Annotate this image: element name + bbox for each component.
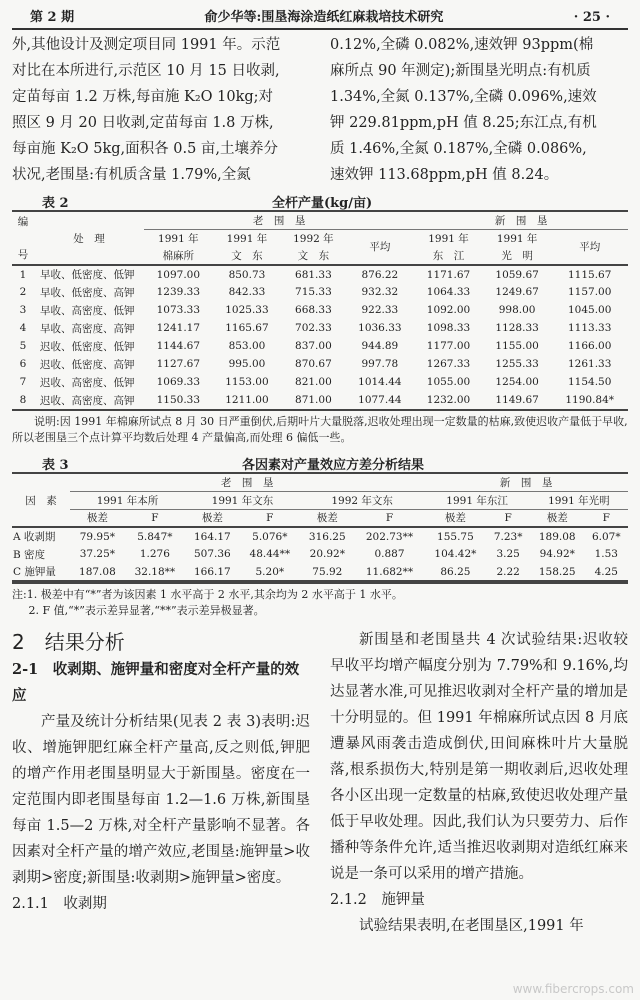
table-label: 表 2 (42, 195, 69, 211)
table-cell: 1025.33 (225, 304, 269, 316)
table-cell: 3.25 (496, 548, 520, 560)
table-cell: 1150.33 (156, 394, 201, 406)
table-note-2: 2. F 值,“*”表示差异显著,“**”表示差异极显著。 (28, 604, 265, 617)
column-header-year: 1991 年 (226, 232, 268, 245)
table-row (12, 527, 628, 545)
column-header-range: 极差 (546, 512, 568, 525)
table-row (12, 355, 628, 373)
table-cell: 842.33 (228, 286, 266, 298)
table-cell: 1165.67 (225, 322, 269, 334)
table-cell: 1055.00 (426, 376, 471, 388)
table-cell: 837.00 (295, 340, 332, 352)
column-header-year: 1991 年 (428, 232, 469, 245)
table-cell: 20.92* (309, 548, 345, 560)
page-number: · 25 · (573, 10, 610, 25)
table-cell: 997.78 (361, 358, 399, 370)
table-cell: 1232.00 (426, 394, 471, 406)
column-header-site: 1991 年本所 (70, 491, 185, 509)
table-cell: 1045.00 (568, 304, 612, 316)
table-cell: 155.75 (437, 530, 474, 543)
table-cell: 1255.33 (495, 358, 539, 370)
table-cell: 1092.00 (426, 304, 471, 316)
paragraph: 产量及统计分析结果(见表 2 表 3)表明:迟收、增施钾肥红麻全杆产量高,反之则低,钾肥的增产作用老围垦明显大于新围垦。密度在一定范围内即老围垦每亩 1.2—1.6 万株,新围垦每亩 1.5—2 万株,对全杆产量影响不显著。各因素对全杆产量的增产效应,老围垦:施钾量>收剥期>密度;新围垦:收剥期>施钾量>密度。 (12, 714, 310, 886)
column-header-site: 文 东 (297, 250, 330, 262)
column-header-year: 1991 年 (496, 232, 538, 245)
table-cell: 1127.67 (156, 358, 201, 370)
table-note: 说明:因 1991 年棉麻所试点 8 月 30 日严重倒伏,后期叶片大量脱落,迟收处理出现一定数量的枯麻,致使迟收产量低于早收,所以老围垦三个点计算平均数后处理 4 产量偏高,而处理 6 偏低一些。 (12, 409, 628, 446)
table-cell: C 施钾量 (13, 566, 56, 578)
table-cell: 871.00 (295, 394, 332, 406)
issue-number: 第 2 期 (30, 10, 75, 25)
table-cell: 104.42* (434, 548, 477, 560)
column-header-f: F (266, 511, 274, 524)
table-3 (12, 454, 628, 619)
table-cell: 995.00 (228, 358, 266, 370)
table-cell: 6 (19, 358, 27, 370)
table-cell: 1155.00 (495, 340, 539, 352)
text-line: 外,其他设计及测定项目同 1991 年。示范 (12, 37, 281, 53)
column-header-site: 1991 年东江 (424, 491, 530, 509)
table-cell: 1249.67 (495, 286, 539, 298)
column-header-site: 东 江 (432, 250, 465, 262)
header-no-bottom: 号 (17, 249, 29, 261)
table-cell: 166.17 (193, 565, 231, 578)
table-cell: 187.08 (79, 565, 116, 578)
header-treatment: 处 理 (73, 232, 105, 245)
text-line: 速效钾 113.68ppm,pH 值 8.24。 (330, 167, 559, 183)
column-header-range: 极差 (86, 512, 108, 525)
table-cell: 1211.00 (225, 394, 269, 406)
table-row (12, 283, 628, 301)
table-cell: 5 (19, 340, 27, 352)
text-line: 钾 229.81ppm,pH 值 8.25;东江点,有机 (330, 115, 597, 131)
table-cell: 1261.33 (568, 358, 612, 370)
table-cell: 8 (19, 394, 27, 406)
table-cell: 1036.33 (358, 322, 402, 334)
table-cell: 11.682** (365, 565, 414, 578)
column-header-range: 极差 (201, 512, 223, 525)
column-header-range: 极差 (316, 512, 338, 525)
table-cell: 1014.44 (358, 376, 402, 388)
table-label: 表 3 (42, 457, 69, 473)
table-cell: 850.73 (228, 268, 266, 281)
text-line: 质 1.46%,全氮 0.187%,全磷 0.086%, (330, 141, 587, 157)
paragraph: 新围垦和老围垦共 4 次试验结果:迟收较早收平均增产幅度分别为 7.79%和 9.16%,均达显著水准,可见推迟收剥对全杆产量的增加是十分明显的。但 1991 年棉麻所试点因 8 月底遭暴风雨袭击造成倒伏,田间麻株叶片大量脱落,根系损伤大,特别是第一期收剥后,迟收处理各小区出现一定数量的枯麻,致使迟收处理产量低于早收处理。因此,我们认为只要劳力、后作播种等条件允许,适当推迟收剥期对造纸红麻来说是一条可以采用的增产措施。 (330, 632, 628, 882)
table-row (12, 373, 628, 391)
column-header-site: 光 明 (501, 250, 533, 262)
table-cell: 189.08 (538, 530, 576, 543)
table-cell: 1171.67 (426, 268, 471, 281)
column-header-site: 1991 年文东 (185, 491, 300, 509)
table-cell: 1153.00 (225, 376, 269, 388)
table-cell: 4 (19, 322, 27, 334)
table-cell: 715.33 (295, 286, 332, 298)
text-line: 定苗每亩 1.2 万株,每亩施 K₂O 10kg;对 (12, 89, 274, 105)
table-cell: 1077.44 (358, 394, 402, 406)
table-cell: 1157.00 (568, 286, 612, 298)
table-row (12, 391, 628, 409)
table-cell: 5.847* (137, 530, 173, 543)
text-line: 0.12%,全磷 0.082%,速效钾 93ppm(棉 (330, 37, 594, 53)
table-cell: A 收剥期 (13, 531, 56, 543)
column-header-site: 棉麻所 (162, 250, 195, 262)
header-new-reclaim: 新 围 垦 (414, 211, 628, 229)
paragraph: 试验结果表明,在老围垦区,1991 年 (359, 918, 584, 934)
table-cell: 早收、高密度、高钾 (40, 322, 135, 335)
text-line: 麻所点 90 年测定);新围垦光明点:有机质 (330, 63, 591, 79)
table-cell: 1 (19, 268, 27, 281)
table-row (12, 563, 628, 581)
header-new-reclaim: 新 围 垦 (424, 473, 628, 491)
table-cell: 681.33 (295, 268, 332, 281)
column-header-f: F (602, 511, 610, 524)
text-line: 1.34%,全氮 0.137%,全磷 0.096%,速效 (330, 89, 597, 105)
table-cell: 202.73** (365, 530, 414, 543)
column-header-f: F (385, 511, 394, 524)
table-cell: 迟收、高密度、低钾 (40, 376, 135, 389)
table-cell: 48.44** (249, 548, 291, 560)
table-cell: 1166.00 (568, 340, 612, 352)
table-cell: 6.07* (591, 530, 621, 543)
header-old-reclaim: 老 围 垦 (144, 211, 414, 229)
table-row (12, 265, 628, 283)
table-row (12, 545, 628, 563)
table-cell: 1064.33 (426, 286, 471, 298)
table-cell: 158.25 (538, 565, 576, 578)
subsubsection-heading: 2.1.1 收剥期 (12, 896, 107, 912)
table-cell: 79.95* (79, 530, 116, 543)
table-cell: 1115.67 (568, 268, 612, 281)
table-row (12, 301, 628, 319)
table-cell: 1.53 (594, 548, 618, 560)
table-cell: 1098.33 (426, 322, 471, 334)
table-cell: 7.23* (493, 530, 523, 543)
running-header (12, 8, 628, 30)
table-row (12, 337, 628, 355)
column-header: 平均 (369, 241, 391, 254)
table-row (12, 319, 628, 337)
table-cell: 75.92 (312, 565, 343, 578)
table-cell: 1239.33 (156, 286, 201, 298)
section-heading: 2 结果分析 (12, 630, 125, 654)
table-cell: 1113.33 (568, 322, 612, 334)
column-header: 平均 (579, 241, 601, 254)
subsection-heading: 2-1 收剥期、施钾量和密度对全杆产量的效应 (12, 661, 300, 704)
table-cell: 5.20* (255, 565, 285, 578)
table-cell: 2.22 (496, 565, 520, 578)
table-cell: 32.18** (134, 565, 176, 578)
table-cell: 1059.67 (495, 268, 539, 281)
table-cell: 922.33 (361, 304, 399, 316)
table-cell: 1241.17 (156, 322, 201, 334)
table-cell: 1069.33 (156, 376, 201, 388)
table-cell: 316.25 (308, 530, 346, 543)
table-title: 各因素对产量效应方差分析结果 (242, 457, 425, 473)
table-cell: 迟收、低密度、低钾 (40, 340, 135, 353)
table-cell: 2 (19, 286, 27, 298)
top-right-column (330, 32, 628, 188)
table-cell: 821.00 (295, 376, 332, 388)
column-header-year: 1992 年 (293, 232, 334, 245)
column-header-site: 1992 年文东 (300, 491, 424, 509)
column-header-range: 极差 (444, 512, 466, 525)
table-cell: 1190.84* (565, 394, 615, 406)
table-cell: 944.89 (361, 340, 399, 352)
text-line: 每亩施 K₂O 5kg,面积各 0.5 亩,土壤养分 (12, 141, 279, 157)
table-cell: 1073.33 (156, 304, 201, 316)
table-cell: 1128.33 (495, 322, 539, 334)
table-cell: 迟收、低密度、高钾 (40, 358, 135, 371)
table-cell: 998.00 (498, 304, 536, 316)
table-cell: 0.887 (374, 548, 405, 560)
watermark: www.fibercrops.com (512, 982, 634, 996)
table-cell: 853.00 (228, 340, 266, 352)
table-cell: 86.25 (440, 565, 471, 578)
table-cell: 702.33 (295, 322, 332, 334)
running-title: 俞少华等:围垦海涂造纸红麻栽培技术研究 (204, 10, 444, 25)
table-cell: 94.92* (539, 548, 575, 560)
column-header-year: 1991 年 (158, 232, 199, 245)
table-2 (12, 192, 628, 446)
table-cell: B 密度 (13, 548, 46, 561)
table-cell: 1254.00 (495, 376, 539, 388)
table-note-1: 注:1. 极差中有“*”者为该因素 1 水平高于 2 水平,其余均为 2 水平高于 1 水平。 (12, 588, 403, 601)
table-cell: 迟收、高密度、高钾 (40, 394, 135, 407)
table-cell: 932.32 (361, 286, 399, 298)
column-header-f: F (151, 511, 159, 524)
table-cell: 668.33 (295, 304, 332, 316)
table-cell: 1267.33 (426, 358, 471, 370)
header-no-top: 编 (17, 216, 29, 228)
table-cell: 1154.50 (568, 376, 612, 388)
column-header-f: F (504, 511, 512, 524)
table-cell: 5.076* (252, 530, 288, 543)
subsubsection-heading: 2.1.2 施钾量 (330, 892, 425, 908)
table-cell: 507.36 (193, 548, 231, 560)
table-cell: 早收、高密度、低钾 (40, 304, 135, 317)
table-cell: 早收、低密度、高钾 (40, 286, 135, 299)
text-line: 照区 9 月 20 日收剥,定苗每亩 1.8 万株, (12, 115, 274, 131)
table-cell: 1144.67 (156, 340, 201, 352)
table-cell: 7 (19, 376, 27, 388)
table-title: 全杆产量(kg/亩) (272, 195, 373, 211)
table-cell: 164.17 (193, 530, 231, 543)
table-cell: 1177.00 (426, 340, 471, 352)
table-cell: 37.25* (79, 548, 116, 560)
column-header-site: 文 东 (231, 250, 263, 262)
table-cell: 1149.67 (495, 394, 539, 406)
table-cell: 早收、低密度、低钾 (40, 269, 135, 281)
column-header-site: 1991 年光明 (530, 491, 628, 509)
table-cell: 1.276 (139, 548, 170, 560)
text-line: 状况,老围垦:有机质含量 1.79%,全氮 (12, 167, 251, 183)
table-cell: 3 (19, 304, 27, 316)
table-cell: 4.25 (594, 565, 618, 578)
table-cell: 1097.00 (156, 268, 201, 281)
table-cell: 870.67 (295, 358, 332, 370)
table-cell: 876.22 (361, 268, 399, 281)
header-old-reclaim: 老 围 垦 (70, 473, 424, 491)
text-line: 对比在本所进行,示范区 10 月 15 日收剥, (12, 63, 280, 79)
top-left-column (12, 32, 310, 188)
header-factor: 因 素 (25, 494, 57, 507)
